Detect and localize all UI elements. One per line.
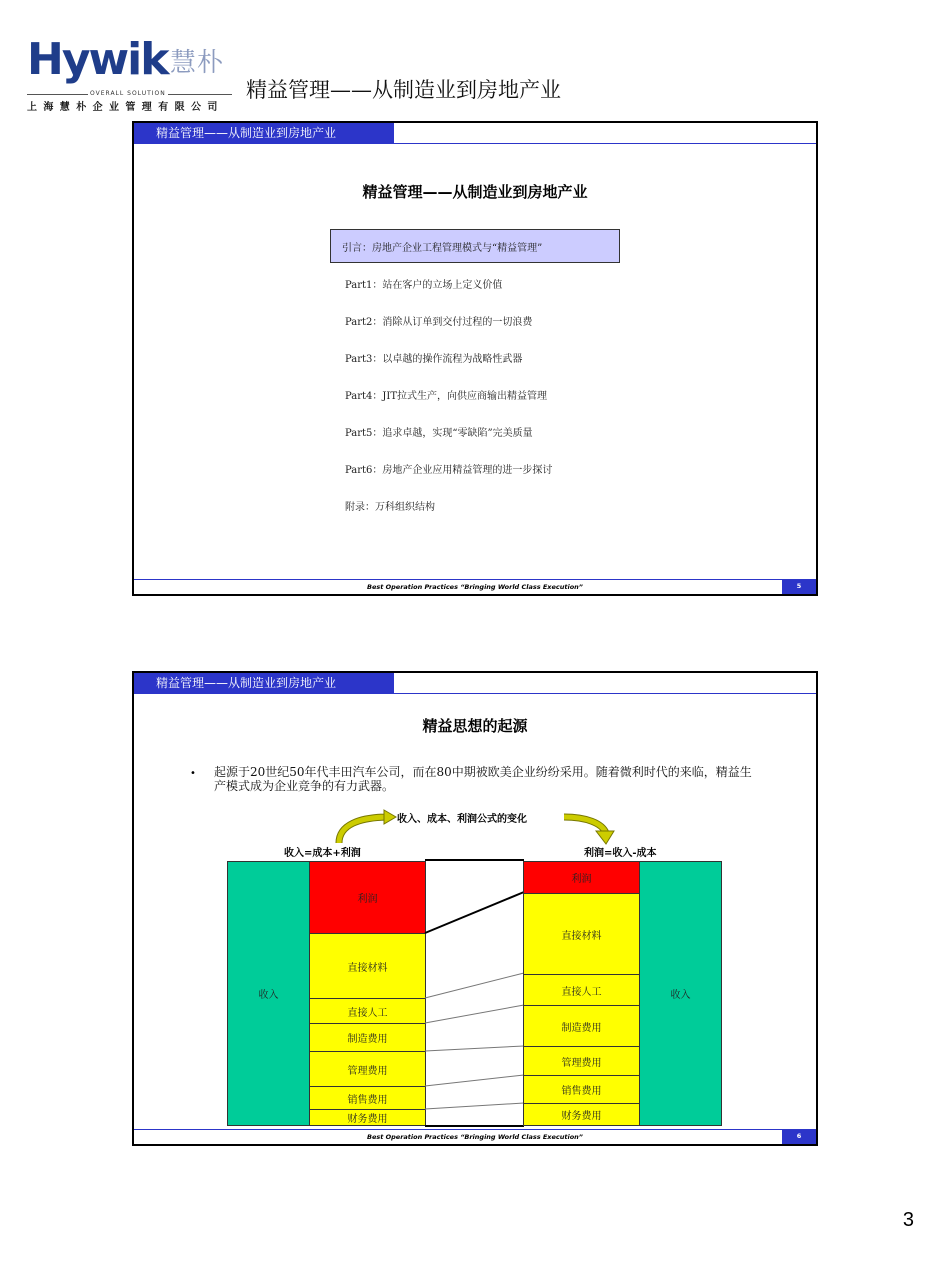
slide-lean-origin (132, 671, 818, 1146)
slide-number: 6 (782, 1129, 816, 1144)
block-label: 直接人工 (561, 986, 602, 998)
block-label: 销售费用 (347, 1094, 388, 1106)
block-label: 直接材料 (561, 930, 602, 942)
block-label: 利润 (357, 894, 378, 905)
logo-chinese-name: 慧朴 (170, 48, 225, 78)
right-cost-block (523, 1075, 640, 1104)
slide-footer: Best Operation Practices “Bringing World Class Execution” (367, 1133, 583, 1141)
logo-tagline: OVERALL SOLUTION (90, 90, 166, 97)
slide-top-rule (134, 693, 816, 694)
block-label: 销售费用 (561, 1086, 602, 1097)
right-cost-block (523, 1103, 640, 1126)
block-label: 收入 (258, 990, 279, 1001)
block-label: 财务费用 (347, 1114, 388, 1125)
right-cost-block (523, 1005, 640, 1047)
left-cost-block (309, 1023, 426, 1052)
logo-wordmark: Hywik (27, 34, 168, 85)
slide-footer: Best Operation Practices “Bringing World Class Execution” (367, 583, 583, 591)
block-label: 利润 (571, 874, 592, 885)
slide-bottom-rule (134, 1129, 816, 1130)
right-curved-arrow (564, 817, 606, 833)
right-profit-block (523, 861, 640, 894)
right-arrowhead (596, 831, 614, 844)
toc-item: Part1：站在客户的立场上定义价值 (345, 280, 503, 291)
block-label: 收入 (670, 990, 691, 1001)
slide-bottom-rule (134, 579, 816, 580)
block-label: 财务费用 (561, 1111, 602, 1122)
left-cost-block (309, 933, 426, 999)
left-cost-block (309, 998, 426, 1024)
toc-item: Part2：消除从订单到交付过程的一切浪费 (345, 317, 533, 328)
logo-company-name: 上海慧朴企业管理有限公司 (27, 102, 224, 113)
toc-item: Part5：追求卓越，实现“零缺陷”完美质量 (345, 428, 533, 439)
block-label: 管理费用 (347, 1065, 388, 1077)
bullet-text: 起源于20世纪50年代丰田汽车公司，而在80中期被欧美企业纷纷采用。随着微利时代的来临，精益生产模式成为企业竞争的有力武器。 (214, 765, 752, 793)
slide-top-rule (134, 143, 816, 144)
right-cost-block (523, 893, 640, 975)
block-label: 制造费用 (347, 1034, 388, 1045)
toc-item: Part4：JIT拉式生产，向供应商输出精益管理 (345, 391, 548, 402)
block-label: 管理费用 (561, 1057, 602, 1069)
page-number: 3 (902, 1209, 914, 1231)
left-cost-block (309, 1086, 426, 1110)
toc-item: Part6：房地产企业应用精益管理的进一步探讨 (345, 465, 553, 476)
left-cost-block (309, 1051, 426, 1087)
bullet-marker: • (190, 768, 196, 779)
left-curved-arrow (339, 817, 390, 843)
left-cost-block (309, 1109, 426, 1126)
page-title: 精益管理——从制造业到房地产业 (246, 78, 561, 102)
slide-table-of-contents (132, 121, 818, 596)
left-arrowhead (384, 810, 396, 824)
slide-tab: 精益管理——从制造业到房地产业 (134, 123, 394, 143)
slide-number: 5 (782, 579, 816, 594)
arrow-label: 收入、成本、利润公式的变化 (397, 814, 527, 825)
right-cost-block (523, 1046, 640, 1076)
block-label: 直接人工 (347, 1007, 388, 1019)
left-profit-block (309, 861, 426, 934)
slide-tab: 精益管理——从制造业到房地产业 (134, 673, 394, 693)
right-revenue-block (639, 861, 722, 1126)
toc-item: Part3：以卓越的操作流程为战略性武器 (345, 354, 523, 365)
slide-heading: 精益管理——从制造业到房地产业 (362, 183, 588, 201)
toc-item: 附录：万科组织结构 (345, 502, 435, 513)
right-cost-block (523, 974, 640, 1006)
left-revenue-block (227, 861, 310, 1126)
right-formula: 利润=收入-成本 (584, 848, 657, 859)
block-label: 制造费用 (561, 1022, 602, 1034)
left-formula: 收入=成本+利润 (284, 848, 361, 859)
company-logo (0, 0, 240, 115)
block-label: 直接材料 (347, 962, 388, 974)
slide-heading: 精益思想的起源 (422, 717, 528, 735)
toc-item: 引言：房地产企业工程管理模式与“精益管理” (342, 243, 543, 254)
